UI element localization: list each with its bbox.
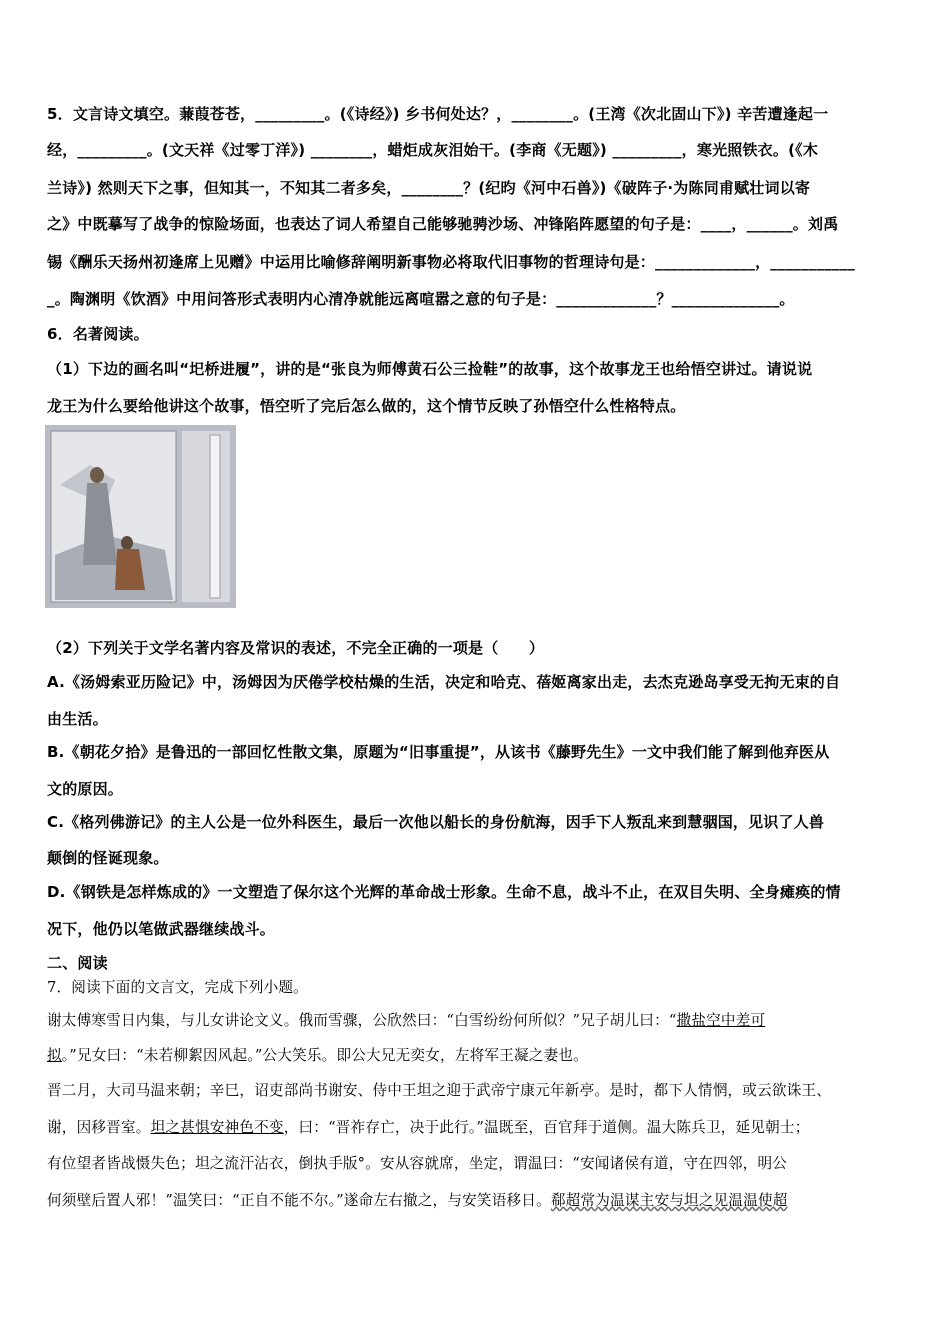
text-segment: 经，_________。(文天祥《过零丁洋》) ________，蜡炬成灰泪始干。(李商《无题》) _________，寒光照铁衣。(《木 — [47, 141, 819, 159]
text-line — [47, 742, 829, 762]
text-segment: 5．文言诗文填空。蒹葭苍苍，_________。(《诗经》) 乡书何处达？，________。(王湾《次北固山下》) 辛苦遭逢起一 — [47, 105, 829, 123]
text-segment: A.《汤姆索亚历险记》中，汤姆因为厌倦学校枯燥的生活，决定和哈克、蓓姬离家出走，去杰克逊岛享受无拘无束的自 — [47, 673, 841, 691]
text-segment: 兰诗》) 然则天下之事，但知其一，不知其二者多矣，________？(纪昀《河中石兽》)《破阵子·为陈同甫赋壮词以寄 — [47, 179, 811, 197]
text-line — [47, 1118, 810, 1138]
text-segment: 何须壁后置人邪！”温笑曰：“正自不能不尔。”遂命左右撤之，与安笑语移日。 — [47, 1192, 551, 1209]
text-segment: B.《朝花夕拾》是鲁迅的一部回忆性散文集，原题为“旧事重提”，从该书《藤野先生》一文中我们能了解到他弃医从 — [47, 743, 830, 761]
text-line — [47, 779, 123, 799]
text-line — [47, 953, 108, 973]
text-line — [47, 882, 841, 902]
underlined-text: 郗超常为温谋主安与坦之见温温使超 — [550, 1192, 788, 1209]
underlined-text: 坦之甚惧安神色不变 — [150, 1119, 284, 1136]
text-segment: （2）下列关于文学名著内容及常识的表述，不完全正确的一项是（ ） — [47, 639, 545, 657]
text-line — [47, 104, 828, 124]
text-segment: 有位望者皆战慑失色；坦之流汗沾衣，倒执手版°。安从容就席，坐定，谓温曰：“安闻诸侯有道，守在四邻，明公 — [47, 1155, 788, 1172]
text-segment: 由生活。 — [47, 710, 108, 728]
text-line — [47, 178, 810, 198]
text-line — [47, 1011, 765, 1031]
text-segment: C.《格列佛游记》的主人公是一位外科医生，最后一次他以船长的身份航海，因手下人叛乱来到慧骃国，见识了人兽 — [47, 813, 825, 831]
text-segment: （1）下边的画名叫“圯桥进履”，讲的是“张良为师傅黄石公三捡鞋”的故事，这个故事龙王也给悟空讲过。请说说 — [47, 360, 813, 378]
text-line — [47, 919, 275, 939]
text-segment: 锡《酬乐天扬州初逢席上见赠》中运用比喻修辞阐明新事物必将取代旧事物的哲理诗句是：_____________，___________ — [47, 253, 856, 271]
text-line — [47, 324, 149, 344]
text-segment: 文的原因。 — [47, 780, 124, 798]
text-segment: 况下，他仍以笔做武器继续战斗。 — [47, 920, 276, 938]
text-line — [47, 289, 795, 309]
text-line — [47, 638, 544, 658]
text-line — [47, 214, 838, 234]
underlined-text: 撒盐空中差可 — [676, 1012, 766, 1029]
text-line — [47, 359, 812, 379]
text-line — [47, 1191, 788, 1211]
text-segment: _。陶渊明《饮酒》中用问答形式表明内心清净就能远离喧嚣之意的句子是：_____________？______________。 — [47, 290, 795, 308]
text-line — [47, 1154, 787, 1174]
text-line — [47, 140, 818, 160]
text-segment: 颠倒的怪诞现象。 — [47, 849, 169, 867]
text-line — [47, 1046, 588, 1066]
text-segment: 二、阅读 — [47, 954, 108, 972]
text-segment: 谢太傅寒雪日内集，与儿女讲论文义。俄而雪骤，公欣然曰：“白雪纷纷何所似？”兄子胡儿曰：“ — [47, 1012, 677, 1029]
text-segment: 。”兄女曰：“未若柳絮因风起。”公大笑乐。即公大兄无奕女，左将军王凝之妻也。 — [61, 1047, 588, 1064]
text-line — [47, 1081, 831, 1101]
text-line — [47, 672, 840, 692]
text-segment: 6．名著阅读。 — [47, 325, 149, 343]
text-line — [47, 812, 824, 832]
text-segment: D.《钢铁是怎样炼成的》一文塑造了保尔这个光辉的革命战士形象。生命不息，战斗不止，在双目失明、全身瘫痪的情 — [47, 883, 841, 901]
text-segment: 之》中既摹写了战争的惊险场面，也表达了词人希望自己能够驰骋沙场、冲锋陷阵愿望的句子是：____，______。刘禹 — [47, 215, 839, 233]
text-line — [47, 252, 855, 272]
text-line — [47, 709, 108, 729]
text-segment: 晋二月，大司马温来朝；辛巳，诏吏部尚书谢安、侍中王坦之迎于武帝宁康元年新亭。是时，都下人情惘，或云欲诛王、 — [47, 1082, 832, 1099]
underlined-text: 拟 — [47, 1047, 62, 1064]
text-line — [47, 848, 169, 868]
text-segment: 7．阅读下面的文言文，完成下列小题。 — [47, 979, 308, 996]
text-line — [47, 396, 685, 416]
text-segment: 龙王为什么要给他讲这个故事，悟空听了完后怎么做的，这个情节反映了孙悟空什么性格特点。 — [47, 397, 686, 415]
illustration-bridge-shoe-story — [45, 425, 236, 608]
text-segment: ，曰：“晋祚存亡，决于此行。”温既至，百官拜于道侧。温大陈兵卫，延见朝士； — [283, 1119, 810, 1136]
text-line — [47, 978, 308, 998]
text-segment: 谢，因移晋室。 — [47, 1119, 151, 1136]
